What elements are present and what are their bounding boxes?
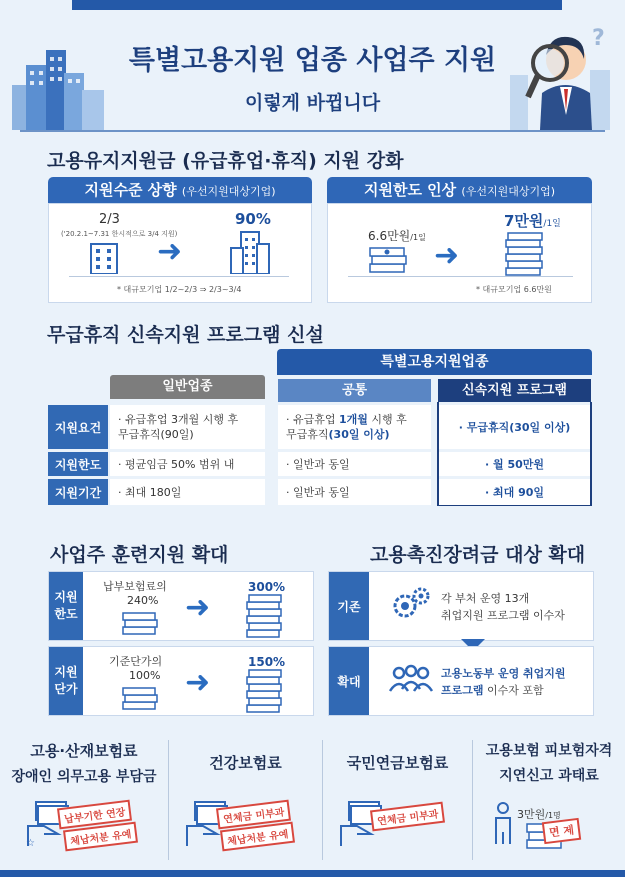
stamp-deadline-extension: 납부기한 연장 [57,800,132,830]
incentive-expanded-line2: 프로그램 이수자 포함 [441,684,544,697]
general-industry-head: 일반업종 [110,375,265,399]
support-level-head [48,177,312,203]
arrow-right-icon: ➜ [185,665,211,700]
money-stack-icon [121,685,159,711]
tall-building-icon [229,230,271,274]
support-limit-head-label: 지원한도 인상 [364,181,457,199]
fast-program-head: 신속지원 프로그램 [438,379,591,402]
common-head: 공통 [278,379,431,402]
stamp-delinquency-deferral: 체납처분 유예 [220,822,295,852]
after-ratio: 90% [235,210,271,228]
page-subtitle: 이렇게 바뀝니다 [244,92,381,114]
top-bar [72,0,562,10]
after-limit-value: 7만원 [504,212,544,230]
incentive-row-label: 확대 [329,647,369,715]
before-ratio-note: ('20.2.1~7.31 한시적으로 3/4 지원) [61,230,178,238]
insurance-title-line1: 건강보험료 [209,754,282,772]
before-limit-value: 6.6만원 [368,229,411,243]
support-limit-footnote: * 대규모기업 6.6만원 [476,285,552,294]
training-before-value: 100% [129,669,161,682]
before-limit-unit: /1일 [410,233,426,242]
support-limit-ground [348,276,573,277]
section3-title: 사업주 훈련지원 확대 [50,544,229,566]
row-label-limit: 지원한도 [48,452,108,476]
training-after-value: 150% [248,655,286,669]
after-limit [504,210,561,231]
support-limit-head [327,177,592,203]
money-stack-icon [121,610,159,636]
insurance-title-line1: 고용보험 피보험자격 [485,743,613,759]
page-title: 특별고용지원 업종 사업주 지원 [128,45,497,76]
stamp-exempt: 면 제 [542,818,581,844]
training-before-label: 납부보험료의 [103,580,167,593]
row-label-period: 지원기간 [48,479,108,505]
incentive-row-label: 기존 [329,572,369,640]
money-stack-tall-icon [504,232,544,276]
stamp-no-late-fee: 연체금 미부과 [370,802,445,832]
person-icon [493,802,513,846]
common-requirement: · 유급휴업 1개월 시행 후 무급휴직(30일 이상) [278,405,431,449]
money-stack-tall-icon [245,594,283,638]
support-level-ground [69,276,289,277]
row-label-requirement: 지원요건 [48,405,108,449]
training-before-value: 240% [127,594,159,607]
incentive-existing-line1: 각 부처 운영 13개 [441,592,530,605]
bottom-bar [0,870,625,877]
stamp-no-late-fee: 연체금 미부과 [216,800,291,830]
section4-title: 고용촉진장려금 대상 확대 [370,544,586,566]
incentive-existing-line2: 취업지원 프로그램 이수자 [441,609,565,622]
support-level-card [48,177,312,303]
special-industry-head: 특별고용지원업종 [277,349,592,375]
svg-text:?: ? [592,26,605,51]
before-ratio: 2/3 [99,212,120,227]
before-limit [368,227,426,244]
insurance-item-fine [473,740,625,870]
arrow-right-icon: ➜ [434,238,460,273]
header-divider [20,130,605,132]
general-period: · 최대 180일 [110,479,265,505]
common-period: · 일반과 동일 [278,479,431,505]
incentive-expanded-line1: 고용노동부 운영 취업지원 [441,667,566,680]
training-row-label: 지원 한도 [49,572,83,640]
general-requirement: · 유급휴업 3개월 시행 후 무급휴직(90일) [110,405,265,449]
insurance-title-line1: 국민연금보험료 [346,754,449,772]
people-group-icon [389,663,433,695]
insurance-title-line2: 지연신고 과태료 [499,768,599,784]
insurance-item-pension [323,740,472,870]
after-limit-unit: /1일 [543,219,561,229]
support-limit-card [327,177,592,303]
common-limit: · 일반과 동일 [278,452,431,476]
svg-text:☆: ☆ [26,838,35,848]
support-level-head-note: (우선지원대상기업) [181,185,276,198]
training-row-label: 지원 단가 [49,647,83,715]
arrow-right-icon: ➜ [185,590,211,625]
section1-title: 고용유지지원금 (유급휴업·휴직) 지원 강화 [47,150,404,172]
training-after-value: 300% [248,580,286,594]
training-row-unit [48,646,314,716]
insurance-title-line1: 고용·산재보험료 [30,742,138,760]
small-building-icon [87,240,121,274]
arrow-right-icon: ➜ [157,234,183,269]
money-stack-icon [368,246,408,274]
training-before-label: 기준단가의 [109,655,163,668]
training-row-limit [48,571,314,641]
incentive-row-existing [328,571,594,641]
support-limit-head-note: (우선지원대상기업) [461,185,555,198]
insurance-item-health [169,740,322,870]
section2-title: 무급휴직 신속지원 프로그램 신설 [47,324,324,346]
incentive-row-expanded [328,646,594,716]
fine-amount: 3만원/1명 [517,808,561,821]
insurance-title-line2: 장애인 의무고용 부담금 [11,769,157,785]
general-limit: · 평균임금 50% 범위 내 [110,452,265,476]
support-level-footnote: * 대규모기업 1/2~2/3 ⇒ 2/3~3/4 [117,285,242,294]
insurance-item-employment [0,740,168,870]
money-stack-tall-icon [245,669,283,713]
gears-icon [391,586,431,622]
stamp-delinquency-deferral: 체납처분 유예 [63,822,138,852]
fast-period: · 최대 90일 [439,479,590,505]
fast-requirement: · 무급휴직(30일 이상) [439,405,590,449]
fast-limit: · 월 50만원 [439,452,590,476]
support-level-head-label: 지원수준 상향 [84,181,177,199]
